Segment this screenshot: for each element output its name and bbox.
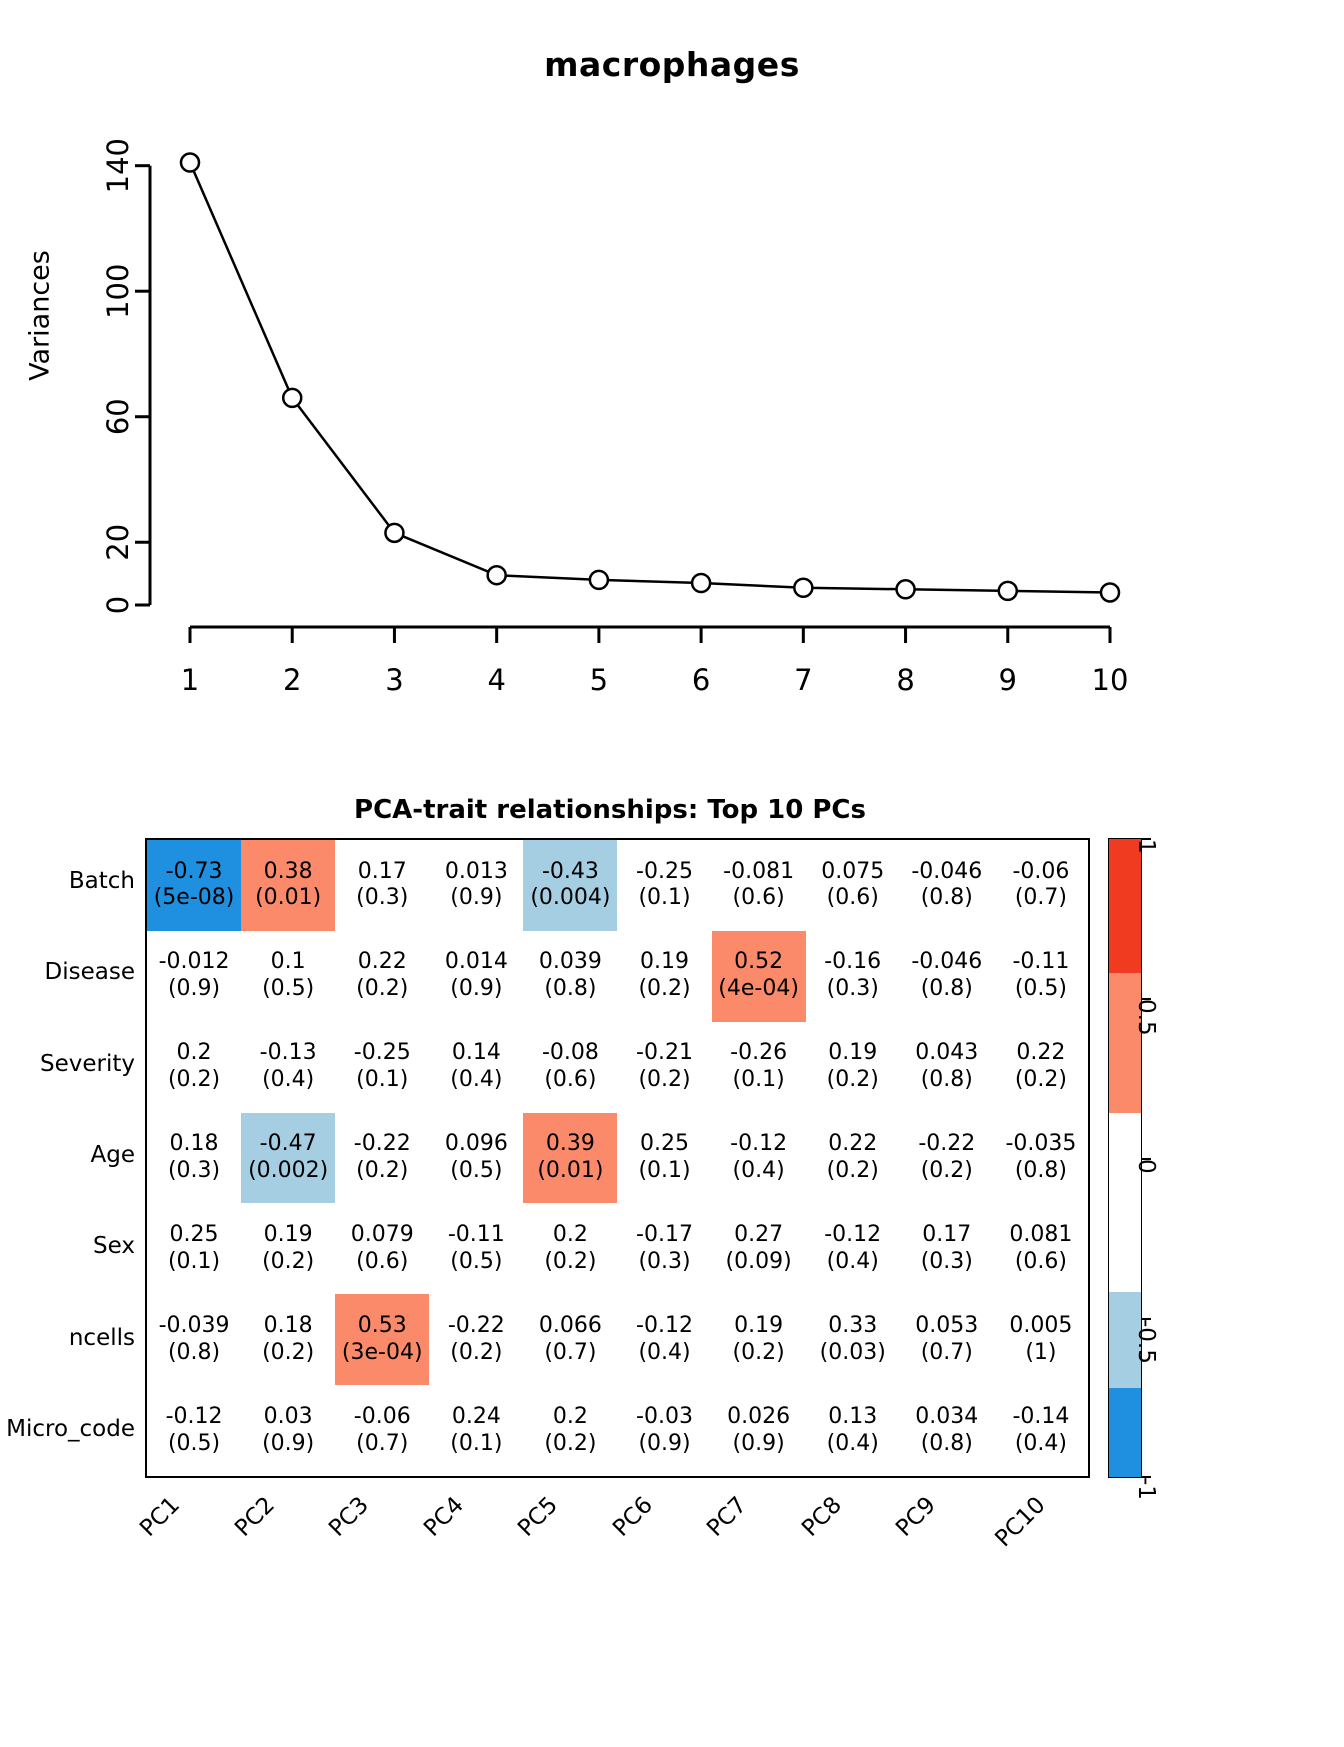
cell-pvalue: (0.7) (356, 1430, 409, 1456)
cell-correlation: 0.005 (1009, 1312, 1073, 1338)
svg-text:4: 4 (487, 663, 506, 697)
legend-color-segment (1109, 1113, 1141, 1292)
heatmap-cell[interactable] (429, 1385, 523, 1476)
cell-correlation: 0.026 (727, 1403, 791, 1429)
heatmap-cell[interactable] (806, 1385, 900, 1476)
cell-correlation: 0.096 (444, 1131, 508, 1157)
svg-text:100: 100 (101, 263, 135, 319)
heatmap-cell[interactable] (241, 1294, 335, 1385)
table-row (147, 1203, 1088, 1294)
cell-correlation: -0.11 (447, 1221, 505, 1247)
cell-pvalue: (0.03) (819, 1339, 886, 1365)
cell-pvalue: (0.2) (732, 1339, 785, 1365)
cell-correlation: 0.18 (169, 1131, 219, 1157)
svg-text:6: 6 (691, 663, 711, 697)
cell-correlation: 0.25 (169, 1221, 219, 1247)
cell-pvalue: (0.7) (1014, 885, 1067, 911)
heatmap-cell[interactable] (147, 1294, 241, 1385)
cell-correlation: 0.075 (821, 858, 885, 884)
heatmap-cell[interactable] (335, 931, 429, 1022)
heatmap-cell[interactable] (712, 1294, 806, 1385)
heatmap-cell[interactable] (429, 931, 523, 1022)
heatmap-table (147, 840, 1088, 1476)
cell-correlation: 0.081 (1009, 1221, 1073, 1247)
heatmap-cell[interactable] (241, 1113, 335, 1204)
cell-pvalue: (0.2) (544, 1430, 597, 1456)
svg-text:60: 60 (101, 398, 135, 436)
heatmap-row-label: ncells (68, 1324, 135, 1351)
heatmap-cell[interactable] (712, 1022, 806, 1113)
heatmap-cell[interactable] (241, 1385, 335, 1476)
heatmap-cell[interactable] (335, 1294, 429, 1385)
cell-correlation: 0.27 (734, 1221, 784, 1247)
cell-pvalue: (0.2) (920, 1157, 973, 1183)
cell-correlation: -0.03 (636, 1403, 693, 1429)
heatmap-cell[interactable] (617, 1385, 711, 1476)
cell-correlation: 0.18 (263, 1312, 313, 1338)
cell-correlation: 0.52 (734, 949, 784, 975)
cell-correlation: -0.081 (723, 858, 795, 884)
cell-pvalue: (0.8) (920, 976, 973, 1002)
cell-pvalue: (0.004) (530, 885, 611, 911)
cell-correlation: 0.38 (263, 858, 313, 884)
heatmap-cell[interactable] (712, 1203, 806, 1294)
heatmap-panel (0, 760, 1344, 1747)
y-axis-label: Variances (24, 250, 56, 381)
cell-pvalue: (0.1) (167, 1248, 221, 1274)
cell-correlation: 0.19 (640, 949, 689, 975)
cell-pvalue: (0.4) (732, 1157, 785, 1183)
table-row (147, 1294, 1088, 1385)
cell-pvalue: (0.2) (356, 976, 409, 1002)
cell-pvalue: (0.1) (638, 885, 691, 911)
heatmap-cell[interactable] (900, 931, 994, 1022)
legend-color-segment (1109, 973, 1141, 1113)
cell-correlation: -0.039 (158, 1312, 230, 1338)
heatmap-column-label: PC7 (702, 1492, 753, 1542)
heatmap-cell[interactable] (994, 1113, 1088, 1204)
heatmap-column-label: PC5 (513, 1492, 564, 1542)
heatmap-cell[interactable] (712, 1113, 806, 1204)
cell-pvalue: (0.7) (544, 1339, 597, 1365)
cell-pvalue: (0.9) (167, 976, 221, 1002)
cell-pvalue: (0.3) (920, 1248, 973, 1274)
cell-pvalue: (0.4) (638, 1339, 691, 1365)
cell-correlation: -0.22 (918, 1131, 976, 1157)
cell-pvalue: (0.9) (732, 1430, 785, 1456)
scree-plot-panel (0, 0, 1344, 720)
cell-pvalue: (1) (1025, 1339, 1057, 1365)
heatmap-column-label: PC6 (607, 1492, 658, 1542)
cell-correlation: -0.21 (636, 1040, 693, 1066)
svg-text:10: 10 (1091, 663, 1129, 697)
cell-correlation: -0.16 (824, 949, 882, 975)
cell-pvalue: (0.6) (826, 885, 879, 911)
svg-text:20: 20 (101, 523, 135, 561)
heatmap-cell[interactable] (617, 840, 711, 931)
cell-pvalue: (0.1) (732, 1067, 785, 1093)
heatmap-cell[interactable] (429, 1294, 523, 1385)
cell-correlation: -0.12 (636, 1312, 693, 1338)
cell-pvalue: (0.9) (638, 1430, 691, 1456)
legend-tick-label: 1 (1133, 839, 1159, 854)
heatmap-cell[interactable] (900, 1385, 994, 1476)
heatmap-cell[interactable] (994, 1385, 1088, 1476)
heatmap-cell[interactable] (994, 1022, 1088, 1113)
cell-pvalue: (0.6) (544, 1067, 597, 1093)
cell-correlation: 0.53 (357, 1312, 407, 1338)
cell-correlation: 0.066 (538, 1312, 602, 1338)
heatmap-cell[interactable] (523, 931, 617, 1022)
cell-correlation: -0.43 (541, 858, 599, 884)
cell-correlation: 0.39 (545, 1131, 595, 1157)
legend-tick-label: -1 (1133, 1477, 1159, 1500)
cell-pvalue: (0.1) (638, 1157, 691, 1183)
cell-pvalue: (0.6) (732, 885, 785, 911)
cell-correlation: -0.012 (158, 949, 230, 975)
legend-tick-label: 0 (1133, 1159, 1159, 1174)
cell-pvalue: (0.01) (255, 885, 322, 911)
cell-pvalue: (0.5) (167, 1430, 221, 1456)
cell-pvalue: (0.4) (826, 1248, 879, 1274)
heatmap-cell[interactable] (994, 1203, 1088, 1294)
heatmap-cell[interactable] (147, 840, 241, 931)
heatmap-cell[interactable] (900, 1113, 994, 1204)
cell-pvalue: (3e-04) (341, 1339, 423, 1365)
heatmap-cell[interactable] (523, 1385, 617, 1476)
heatmap-row-label: Micro_code (6, 1416, 135, 1443)
cell-pvalue: (0.4) (826, 1430, 879, 1456)
heatmap-cell[interactable] (147, 931, 241, 1022)
cell-pvalue: (0.2) (638, 1067, 691, 1093)
cell-pvalue: (0.3) (356, 885, 409, 911)
heatmap-cell[interactable] (523, 1022, 617, 1113)
heatmap-cell[interactable] (241, 931, 335, 1022)
cell-correlation: 0.2 (552, 1403, 588, 1429)
cell-pvalue: (0.9) (262, 1430, 315, 1456)
heatmap-cell[interactable] (617, 1113, 711, 1204)
heatmap-cell[interactable] (617, 1294, 711, 1385)
cell-pvalue: (5e-08) (153, 885, 235, 911)
heatmap-column-label: PC10 (990, 1492, 1051, 1553)
cell-pvalue: (0.8) (167, 1339, 221, 1365)
table-row (147, 1385, 1088, 1476)
cell-correlation: 0.2 (552, 1221, 588, 1247)
cell-correlation: 0.19 (263, 1221, 313, 1247)
cell-correlation: 0.1 (270, 949, 306, 975)
cell-correlation: 0.039 (538, 949, 602, 975)
heatmap-cell[interactable] (523, 1294, 617, 1385)
legend-tick-label: -0.5 (1133, 1319, 1159, 1364)
heatmap-cell[interactable] (429, 840, 523, 931)
heatmap-column-label: PC2 (229, 1492, 280, 1542)
heatmap-cell[interactable] (900, 1294, 994, 1385)
cell-correlation: -0.26 (730, 1040, 788, 1066)
svg-text:7: 7 (794, 663, 813, 697)
heatmap-row-label: Disease (44, 959, 135, 986)
page-title: macrophages (544, 45, 800, 84)
cell-pvalue: (0.7) (920, 1339, 973, 1365)
cell-correlation: 0.053 (915, 1312, 979, 1338)
cell-pvalue: (0.3) (638, 1248, 691, 1274)
cell-pvalue: (0.2) (544, 1248, 597, 1274)
legend-color-segment (1109, 839, 1141, 973)
heatmap-cell[interactable] (712, 931, 806, 1022)
cell-correlation: -0.035 (1005, 1131, 1077, 1157)
cell-pvalue: (0.002) (248, 1157, 329, 1183)
heatmap-cell[interactable] (429, 1203, 523, 1294)
heatmap-cell[interactable] (241, 1022, 335, 1113)
cell-pvalue: (0.4) (450, 1067, 503, 1093)
heatmap-cell[interactable] (806, 1113, 900, 1204)
cell-correlation: 0.043 (915, 1040, 979, 1066)
cell-correlation: 0.03 (263, 1403, 313, 1429)
cell-pvalue: (0.4) (1014, 1430, 1067, 1456)
heatmap-cell[interactable] (241, 1203, 335, 1294)
heatmap-cell[interactable] (335, 1385, 429, 1476)
cell-correlation: 0.22 (828, 1131, 878, 1157)
svg-text:0: 0 (101, 595, 135, 615)
cell-correlation: -0.06 (353, 1403, 411, 1429)
color-legend (1108, 838, 1142, 1478)
cell-pvalue: (0.5) (450, 1157, 503, 1183)
heatmap-column-label: PC1 (135, 1492, 186, 1542)
heatmap-cell[interactable] (806, 840, 900, 931)
heatmap-cell[interactable] (617, 931, 711, 1022)
heatmap-cell[interactable] (617, 1022, 711, 1113)
heatmap-cell[interactable] (900, 1203, 994, 1294)
heatmap-cell[interactable] (994, 840, 1088, 931)
heatmap-cell[interactable] (712, 840, 806, 931)
cell-correlation: 0.22 (357, 949, 407, 975)
cell-correlation: 0.13 (828, 1403, 878, 1429)
heatmap-cell[interactable] (147, 1385, 241, 1476)
cell-pvalue: (0.2) (262, 1339, 315, 1365)
cell-pvalue: (0.5) (450, 1248, 503, 1274)
cell-correlation: -0.08 (541, 1040, 599, 1066)
heatmap-cell[interactable] (335, 1113, 429, 1204)
cell-correlation: 0.034 (915, 1403, 979, 1429)
cell-correlation: -0.22 (447, 1312, 505, 1338)
cell-correlation: 0.013 (444, 858, 508, 884)
heatmap-column-label: PC3 (324, 1492, 375, 1542)
heatmap-cell[interactable] (335, 1203, 429, 1294)
svg-text:8: 8 (896, 663, 915, 697)
cell-pvalue: (0.9) (450, 885, 503, 911)
heatmap-cell[interactable] (900, 840, 994, 931)
heatmap-cell[interactable] (523, 1203, 617, 1294)
heatmap-cell[interactable] (994, 931, 1088, 1022)
cell-correlation: -0.046 (911, 858, 983, 884)
cell-correlation: -0.11 (1012, 949, 1070, 975)
heatmap-cell[interactable] (806, 931, 900, 1022)
cell-pvalue: (0.6) (356, 1248, 409, 1274)
svg-text:1: 1 (180, 663, 200, 697)
heatmap-column-label: PC8 (796, 1492, 847, 1542)
cell-pvalue: (0.2) (450, 1339, 503, 1365)
cell-pvalue: (0.5) (262, 976, 315, 1002)
heatmap-cell[interactable] (429, 1022, 523, 1113)
cell-correlation: 0.17 (357, 858, 407, 884)
cell-pvalue: (0.2) (1014, 1067, 1067, 1093)
cell-correlation: -0.14 (1012, 1403, 1070, 1429)
heatmap-cell[interactable] (429, 1113, 523, 1204)
cell-pvalue: (0.8) (920, 1430, 973, 1456)
cell-correlation: 0.19 (734, 1312, 784, 1338)
heatmap-column-label: PC9 (891, 1492, 942, 1542)
heatmap-column-label: PC4 (418, 1492, 469, 1542)
cell-pvalue: (0.8) (1014, 1157, 1067, 1183)
cell-pvalue: (0.8) (920, 885, 973, 911)
cell-pvalue: (0.2) (356, 1157, 409, 1183)
heatmap-cell[interactable] (241, 840, 335, 931)
cell-pvalue: (0.2) (638, 976, 691, 1002)
heatmap-cell[interactable] (335, 1022, 429, 1113)
cell-correlation: -0.25 (636, 858, 693, 884)
cell-pvalue: (0.5) (1014, 976, 1067, 1002)
cell-correlation: 0.079 (350, 1221, 414, 1247)
svg-text:140: 140 (101, 138, 135, 194)
heatmap-cell[interactable] (806, 1203, 900, 1294)
heatmap-cell[interactable] (994, 1294, 1088, 1385)
cell-pvalue: (0.2) (262, 1248, 315, 1274)
cell-correlation: -0.73 (165, 858, 223, 884)
cell-pvalue: (0.2) (167, 1067, 221, 1093)
heatmap-grid (145, 838, 1090, 1478)
cell-pvalue: (0.1) (450, 1430, 503, 1456)
heatmap-row-label: Sex (93, 1233, 135, 1260)
cell-correlation: -0.12 (730, 1131, 788, 1157)
cell-correlation: 0.14 (451, 1040, 501, 1066)
svg-text:5: 5 (589, 663, 609, 697)
heatmap-cell[interactable] (335, 840, 429, 931)
cell-correlation: -0.13 (259, 1040, 317, 1066)
cell-correlation: -0.046 (911, 949, 983, 975)
heatmap-cell[interactable] (147, 1203, 241, 1294)
svg-text:2: 2 (282, 663, 302, 697)
table-row (147, 931, 1088, 1022)
cell-pvalue: (4e-04) (718, 976, 799, 1002)
cell-correlation: 0.2 (176, 1040, 212, 1066)
heatmap-cell[interactable] (712, 1385, 806, 1476)
cell-pvalue: (0.2) (826, 1067, 879, 1093)
table-row (147, 840, 1088, 931)
heatmap-title: PCA-trait relationships: Top 10 PCs (354, 795, 866, 825)
cell-correlation: -0.47 (259, 1131, 317, 1157)
cell-correlation: 0.33 (828, 1312, 878, 1338)
cell-correlation: -0.12 (165, 1403, 223, 1429)
cell-pvalue: (0.4) (262, 1067, 315, 1093)
table-row (147, 1022, 1088, 1113)
legend-color-segment (1109, 1388, 1141, 1477)
svg-text:3: 3 (385, 663, 404, 697)
heatmap-cell[interactable] (806, 1294, 900, 1385)
heatmap-cell[interactable] (806, 1022, 900, 1113)
cell-pvalue: (0.01) (537, 1157, 604, 1183)
scree-plot-svg (0, 0, 1344, 720)
heatmap-cell[interactable] (523, 840, 617, 931)
heatmap-cell[interactable] (523, 1113, 617, 1204)
cell-correlation: -0.06 (1012, 858, 1070, 884)
heatmap-cell[interactable] (147, 1113, 241, 1204)
cell-correlation: -0.25 (353, 1040, 411, 1066)
cell-correlation: 0.014 (444, 949, 508, 975)
heatmap-cell[interactable] (900, 1022, 994, 1113)
heatmap-row-label: Age (90, 1142, 135, 1168)
cell-pvalue: (0.1) (356, 1067, 409, 1093)
cell-correlation: 0.25 (640, 1131, 689, 1157)
legend-tick-label: 0.5 (1133, 999, 1159, 1036)
cell-correlation: 0.17 (922, 1221, 972, 1247)
table-row (147, 1113, 1088, 1204)
cell-pvalue: (0.2) (826, 1157, 879, 1183)
cell-pvalue: (0.3) (167, 1157, 221, 1183)
cell-pvalue: (0.6) (1014, 1248, 1067, 1274)
heatmap-cell[interactable] (617, 1203, 711, 1294)
cell-correlation: -0.22 (353, 1131, 411, 1157)
cell-pvalue: (0.8) (544, 976, 597, 1002)
heatmap-row-label: Severity (40, 1050, 135, 1077)
cell-pvalue: (0.8) (920, 1067, 973, 1093)
cell-correlation: 0.24 (451, 1403, 501, 1429)
cell-pvalue: (0.9) (450, 976, 503, 1002)
heatmap-cell[interactable] (147, 1022, 241, 1113)
heatmap-row-label: Batch (68, 867, 135, 894)
cell-correlation: 0.22 (1016, 1040, 1066, 1066)
cell-correlation: 0.19 (828, 1040, 878, 1066)
svg-text:9: 9 (998, 663, 1018, 697)
cell-correlation: -0.12 (824, 1221, 882, 1247)
cell-correlation: -0.17 (636, 1221, 693, 1247)
cell-pvalue: (0.09) (725, 1248, 792, 1274)
cell-pvalue: (0.3) (826, 976, 879, 1002)
